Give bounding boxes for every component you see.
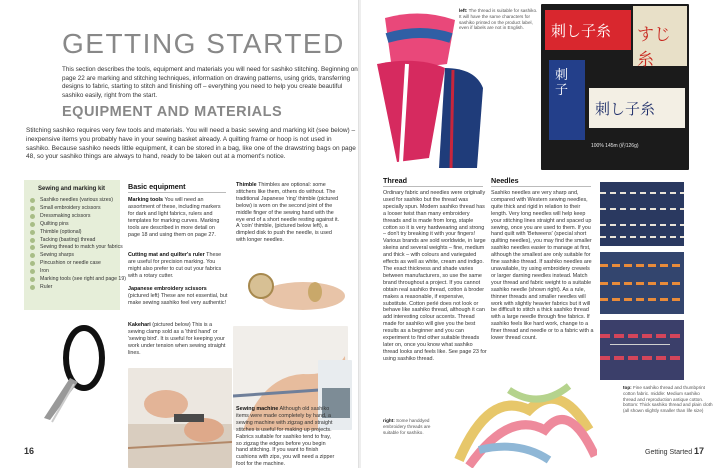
list-item: Thimble (optional) [30, 229, 126, 235]
sewing-kit-box [24, 180, 126, 310]
medium-thread-fabric-swatch [600, 252, 684, 314]
thread-text: Ordinary fabric and needles were originally used for sashiko but the thread was specially spun. Modern sashiko thread has a looser twist than many embroidery threads and is made from long, staple cotton so it is very hardwearing and strong – don't try breaking it with your fingers! Various brands are sold worldwide, in large skeins and several weights – fine, medium and thick – with colours and variegated effects as well as white, cream and indigo. The exact thickness and shade varies between manufacturers, so use the same brand throughout a project. If you cannot obtain real sashiko thread, cotton à broder makes a reasonable, if expensive, substitute. Cotton perlé does not look or behave like sashiko thread, although it can add interesting colour accents. Thread made for sashiko will give you the best results as a beginner and you can experiment to find other suitable threads later on, once you know what sashiko thread looks and feels like. See page 23 for using sashiko thread. [383, 190, 487, 362]
thread-skeins-photo [367, 8, 487, 174]
top-caption: left: The thread is suitable for sashiko. It will have the same characters for sashiko printed on the product label, even if labels are not in English. [459, 8, 538, 31]
intro-paragraph: This section describes the tools, equipment and materials you will need for sashiko stitching. Beginning on page 22 are marking and stitching techniques, information on drawing patterns, using grids, transferring designs to fabric, starting to stitch and finishing off – everything you need to help you create beautiful sashiko easily, right from the start. [62, 66, 358, 99]
heading-rule [128, 192, 226, 193]
sewing-machine-title: Sewing machine [236, 406, 279, 412]
scissors-title: Japanese embroidery scissors [128, 286, 207, 292]
thread-heading: Thread [383, 176, 407, 185]
kakehari-clamp-photo [128, 368, 232, 468]
needles-heading: Needles [491, 176, 519, 185]
list-item: Ruler [30, 284, 126, 290]
list-item: Quilting pins [30, 221, 126, 227]
basic-equipment-heading: Basic equipment [128, 182, 186, 191]
list-item: Sewing sharps [30, 252, 126, 258]
embroidery-scissors-photo [24, 318, 122, 430]
sidebar-list [30, 197, 126, 292]
bottom-caption: right: Some handdyed embroidery threads are suitable for sashiko. [383, 418, 431, 435]
heading-rule [491, 186, 591, 187]
thread-labels-photo [541, 4, 689, 170]
label-small-print: 100% 145m (約126g) [591, 143, 639, 149]
blue-label: 刺子 [549, 60, 585, 140]
thimble-text: Thimble Thimbles are optional: some stitchers like them, others do without. The traditional Japanese 'ring' thimble (pictured below) is worn on the second joint of the middle finger of the sewing hand with the eye end of a short needle resting against it. A 'coin' thimble, (pictured below left), a dimpled disk to push the needle, is used with longer needles. [236, 182, 340, 244]
needles-text: Sashiko needles are very sharp and, compared with Western sewing needles, quite thick and rigid in relation to their length. Very long needles will help keep your stitching lines straight and spaced up sewing, once you are used to them. If you hand quilt with 'Betweens' (special short quilting needles), you may find the smaller sashiko needles easier to manage at first, although the smallest are only suitable for fine sashiko thread. If sashiko needles are unavailable, try using embroidery crewels or larger darning needles instead. Match your thread and fabric weight to a suitable sashiko needle (shown right). As a rule, thinner threads and smaller needles will work with slightly heavier fabrics but it will be difficult to stitch a thick sashiko thread with a large needle through fine fabrics. If sashiko feels like hard work, change to a finer thread and needle or to a fabric with a lower thread count. [491, 190, 594, 342]
list-item: Small embroidery scissors [30, 205, 126, 211]
fine-thread-fabric-swatch [600, 182, 684, 246]
red-label: 刺し子糸 [545, 10, 631, 50]
sidebar-title: Sewing and marking kit [38, 186, 106, 192]
list-item: Sashiko needles (various sizes) [30, 197, 126, 203]
cream-label: すじ糸 [633, 6, 687, 66]
thimble-photo [233, 262, 348, 322]
page-title: GETTING STARTED [62, 28, 345, 59]
kakehari-text: Kakehari (pictured below) This is a sewing clamp sold as a 'third hand' or 'sewing bird'. It is useful for keeping your work under tension when sewing straight lines. [128, 322, 226, 356]
equipment-intro: Stitching sashiko requires very few tools and materials. You will need a basic sewing and marking kit (see below) – inexpensive items you probably have in your sewing basket already. A quilting frame or hoop is not used in sashiko. Because sashiko needs little equipment, it can be stored in a bag, like one of the drawstring bags on page 48, so your sashiko things are always to hand, ready to be taken out at a moment's notice. [26, 127, 356, 161]
white-label: 刺し子糸 [589, 88, 685, 128]
page-number-left: 16 [24, 446, 35, 456]
list-item: Iron [30, 268, 126, 274]
handdyed-threads-photo [449, 370, 597, 468]
cutting-mat-text: Cutting mat and quilter's ruler These are useful for precision marking. You might also prefer to cut out your fabrics with a rotary cutter. [128, 252, 222, 279]
marking-tools-text: Marking tools You will need an assortment of these, including markers for dark and light fabrics, rulers and templates for marking curves. Marking tools are described in more detail on page 18 and using them on page 27. [128, 197, 221, 238]
sewing-machine-text: Sewing machine Although old sashiko items were made completely by hand, a sewing machine with zigzag and straight stitches is useful for making up projects. Fabrics suitable for sashiko tend to fray, so zigzag the edges before you begin hand stitching. If you want to finish cushions with zips, you will need a zipper foot for the machine. [236, 406, 335, 468]
list-item: Sewing thread to match your fabrics [30, 244, 126, 250]
right-caption: top: Fine sashiko thread and thumbprint cotton fabric. middle: Medium sashiko thread and reproduction antique cotton. bottom: Thick sashiko thread and plain cloth (all shown slightly smaller than life size) [623, 385, 713, 414]
page-footer-right: Getting Started 17 [645, 446, 705, 456]
section-heading: EQUIPMENT AND MATERIALS [62, 104, 283, 120]
kakehari-title: Kakehari [128, 322, 151, 328]
scissors-text: Japanese embroidery scissors (pictured left) These are not essential, but make sewing sashiko feel very authentic! [128, 286, 228, 306]
marking-tools-title: Marking tools [128, 197, 164, 203]
thimble-title: Thimble [236, 182, 257, 188]
list-item: Dressmaking scissors [30, 213, 126, 219]
cutting-mat-title: Cutting mat and quilter's ruler [128, 252, 205, 258]
heading-rule [383, 186, 483, 187]
list-item: Pincushion or needle case [30, 260, 126, 266]
list-item: Tacking (basting) thread [30, 237, 126, 243]
left-page [0, 0, 359, 468]
thick-thread-fabric-swatch [600, 320, 684, 380]
list-item: Marking tools (see right and page 19) [30, 276, 126, 282]
